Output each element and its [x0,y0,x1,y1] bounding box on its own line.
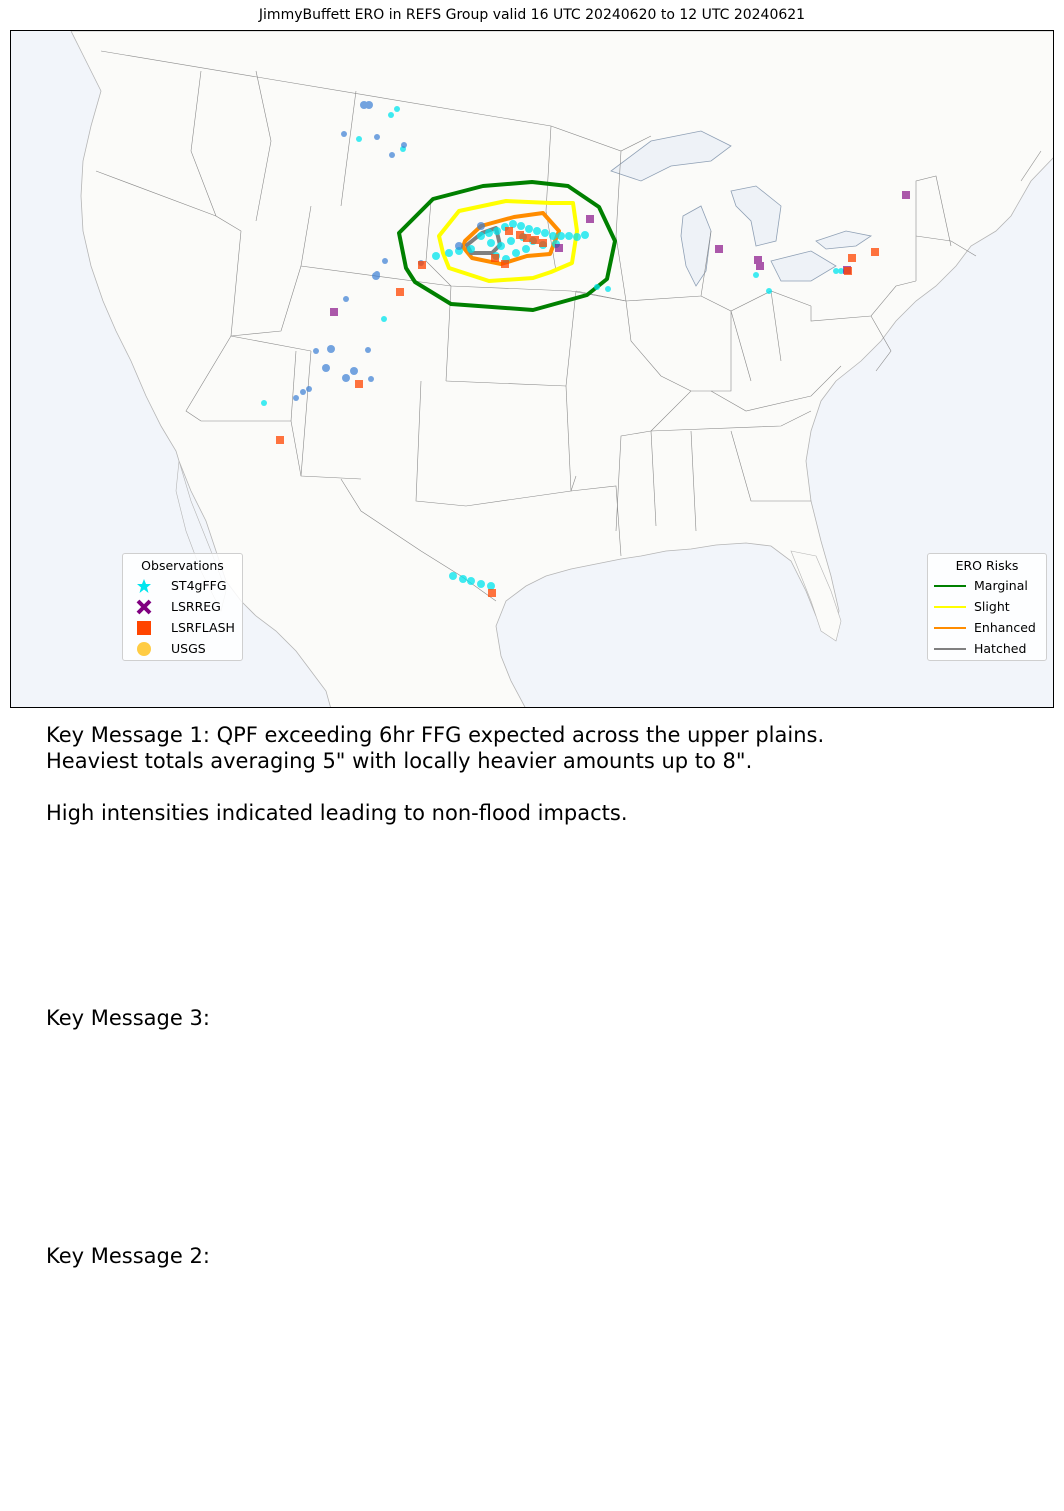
legend-item-hatched [928,638,1046,659]
legend-label-lsrreg: LSRREG [171,599,221,614]
legend-label-hatched: Hatched [974,641,1027,656]
circle-icon [131,641,157,657]
legend-item-slight [928,596,1046,617]
legend-item-st4gffg [123,575,242,596]
marginal-line-icon [934,578,966,594]
enhanced-line-icon [934,620,966,636]
hatched-line-icon [934,641,966,657]
legend-label-slight: Slight [974,599,1010,614]
legend-label-marginal: Marginal [974,578,1028,593]
slight-line-icon [934,599,966,615]
key-message-2: Key Message 2: [46,1244,210,1268]
x-mark-icon [131,599,157,615]
legend-item-lsrreg [123,596,242,617]
legend-label-enhanced: Enhanced [974,620,1036,635]
star-icon [131,578,157,594]
legend-item-lsrflash [123,617,242,638]
legend-item-enhanced [928,617,1046,638]
legend-label-st4gffg: ST4gFFG [171,578,227,593]
ero-risks-legend [927,553,1047,661]
legend-item-usgs [123,638,242,659]
ero-legend-title: ERO Risks [955,558,1019,573]
legend-item-marginal [928,575,1046,596]
map-title: JimmyBuffett ERO in REFS Group valid 16 UTC 20240620 to 12 UTC 20240621 [258,7,806,23]
key-message-3: Key Message 3: [46,1006,210,1030]
observations-legend-title: Observations [141,558,224,573]
legend-label-usgs: USGS [171,641,206,656]
square-icon [131,620,157,636]
observations-legend [122,553,243,661]
key-message-1: Key Message 1: QPF exceeding 6hr FFG expected across the upper plains. Heaviest totals averaging 5" with locally heavier amounts up to 8". High intensities indicated leading to non-flood impacts. [46,723,825,825]
legend-label-lsrflash: LSRFLASH [171,620,235,635]
